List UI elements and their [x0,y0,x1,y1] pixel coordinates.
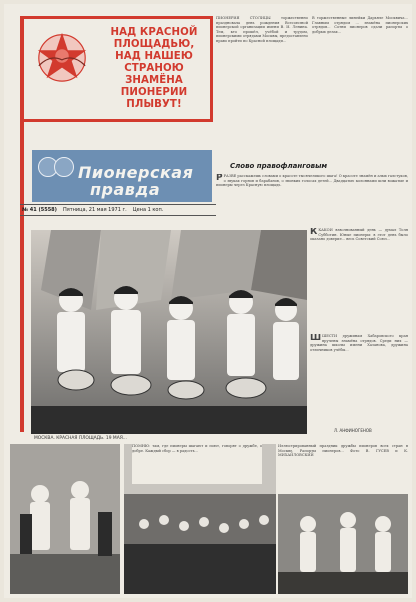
article-column-shesti [310,334,408,430]
slogan-line: СТРАНОЮ [124,63,184,74]
issue-date: Пятница, 21 мая 1971 г. [62,207,127,213]
article-body-text: РАЗВЕ расскажешь словами о красоте тысячеликого шага! О красоте знамён и алых галстуков, о звуках горнов и барабанов, о звонких голосах детей... Двадцатью колоннами шли вожатые и пионеры через Красную площадь. [216,174,408,188]
article-column-top-left: ПИОНЕРИЯ СТОЛИЦЫ торжественно праздновала день рождения Всесоюзной пионерской организации имени В. И. Ленина. Тем, кто прошёл, учёбой и трудом, пионерскими отрядами Москвы, предоставлено право пройти по Красной площади... [216,16,308,43]
slogan-line: ПЛЫВУТ! [126,99,182,110]
slogan-line: НАД КРАСНОЙ [110,27,198,38]
issue-price: Цена 1 коп. [132,207,164,213]
newspaper-page [4,4,412,598]
newspaper-title [78,164,193,198]
bottom-photo-children [10,444,120,594]
article-column-kakoi [310,228,408,324]
article-body [216,174,408,218]
dropcap: К [310,228,318,237]
pioneer-star-emblem-icon [33,27,91,85]
bottom-photo-right-image [278,494,408,594]
bottom-article-right: Иллюстрированный праздник дружбы пионеров всех стран в Москве. Рапорты пионеров... Фото В. ГУСЕВ и К. МИХАЙЛОВСКИЙ [278,444,408,458]
dropcap: Ш [310,334,322,343]
article-heading: Слово правофланговым [230,162,328,170]
article-column-shesti-text: ШЕСТИ дружинам Хабаровского края вручены знамёна отрядов. Среди них — дружина школы имени Хазанова, дружина отличников учёбы... [310,334,408,352]
newspaper-title-line2: правда [90,180,161,199]
slogan-box [20,16,213,122]
masthead [32,150,212,202]
slogan-line: ПЛОЩАДЬЮ, [113,39,195,50]
order-badges [38,155,74,185]
main-photo-image [31,230,307,434]
order-badge-icon [54,157,74,177]
bottom-photo-right [278,494,408,594]
dropcap: Р [216,174,223,183]
bottom-photo-children-image [10,444,120,594]
article-column-top-right: В торжественные линейки Дарьяле Москвича... Главным отрядом ... знамёна пионерских отрядов... Сотни пионеров сдали рапорты о добрых делах... [312,16,408,34]
signature: Л. АНФИНОГЕНОВ [334,428,372,433]
bottom-article-left: ПОМНЮ: там, где пионеры шагают и поют, говорят о дружбе, о добре. Каждый сбор — в радость... [132,444,262,484]
slogan-line: НАД НАШЕЮ [115,51,193,62]
main-photo-parade [31,230,307,434]
main-photo-caption: МОСКВА. КРАСНАЯ ПЛОЩАДЬ. 19 МАЯ... [34,436,127,441]
article-column-kakoi-text: КАКОЙ взволнованный день — думал Толя Субботин. Юные пионеры: в этот день было оказано доверие... весь Советский Союз... [310,228,408,242]
slogan-text [93,27,215,111]
issue-number: № 41 (5558) [22,207,57,213]
slogan-line: ЗНАМЁНА ПИОНЕРИИ [120,75,188,98]
newspaper-title-line1: Пионерская [78,163,194,182]
issue-line [20,204,216,216]
